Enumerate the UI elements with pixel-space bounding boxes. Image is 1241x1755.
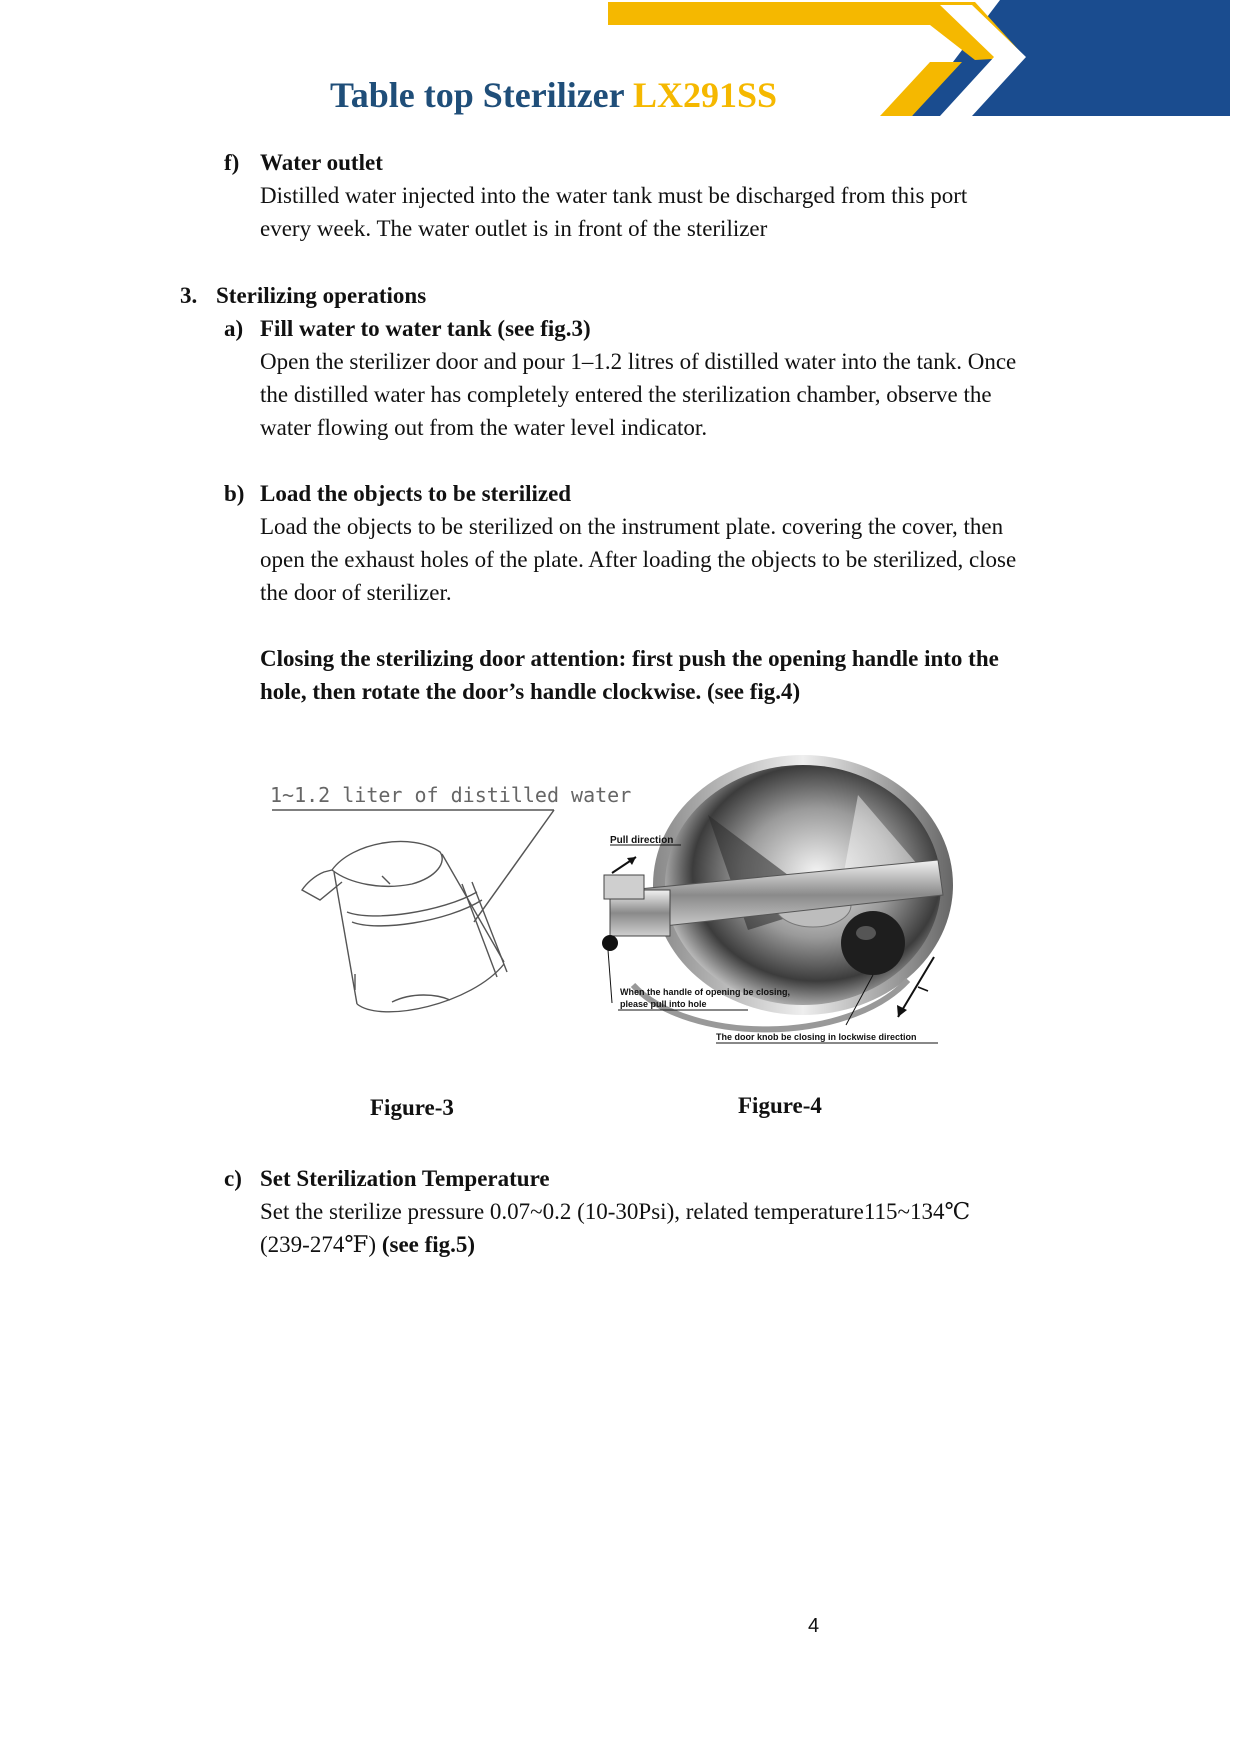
document-title (330, 74, 777, 116)
section-c-line-2-text: (239-274℉) (260, 1232, 382, 1257)
title-main: Table top Sterilizer (330, 75, 633, 115)
figure-3-caption: Figure-3 (370, 1095, 454, 1120)
section-b-title: Load the objects to be sterilized (260, 481, 572, 506)
section-a-line-3: water flowing out from the water level indicator. (260, 415, 708, 440)
section-c-marker: c) (224, 1166, 242, 1191)
section-3-marker: 3. (180, 283, 198, 308)
section-a-line-1: Open the sterilizer door and pour 1–1.2 litres of distilled water into the tank. Once (260, 349, 1017, 374)
section-3-title: Sterilizing operations (216, 283, 427, 308)
figure-4-door-photo (598, 755, 948, 1050)
section-f-marker: f) (224, 150, 240, 175)
pull-direction-arrow-icon (612, 857, 636, 873)
section-b-heading (224, 477, 571, 510)
section-f-title: Water outlet (260, 150, 383, 175)
door-closing-note-line-1: Closing the sterilizing door attention: first push the opening handle into the (260, 646, 999, 671)
pull-direction-label: Pull direction (610, 835, 674, 846)
section-a-title: Fill water to water tank (see fig.3) (260, 316, 591, 341)
opening-handle-icon (602, 935, 618, 951)
page-number: 4 (808, 1615, 820, 1637)
section-a-heading (224, 312, 591, 345)
section-b-line-2: open the exhaust holes of the plate. After loading the objects to be sterilized, close (260, 547, 1017, 572)
section-c-line-2 (260, 1228, 475, 1261)
section-a-marker: a) (224, 316, 244, 341)
section-f-heading (224, 146, 383, 179)
title-model: LX291SS (632, 75, 778, 115)
section-b-marker: b) (224, 481, 245, 506)
figure-3-label: 1~1.2 liter of distilled water (270, 783, 632, 807)
door-knob-icon (841, 911, 905, 975)
handle-closing-label-line-1: When the handle of opening be closing, (620, 987, 790, 997)
section-a-line-2: the distilled water has completely entered the sterilization chamber, observe the (260, 382, 992, 407)
door-closing-note-line-2: hole, then rotate the door’s handle clockwise. (see fig.4) (260, 679, 801, 704)
section-c-title: Set Sterilization Temperature (260, 1166, 550, 1191)
figure-4-caption: Figure-4 (738, 1093, 822, 1118)
beaker-icon (302, 842, 507, 1012)
section-c-heading (224, 1162, 550, 1195)
section-b-line-1: Load the objects to be sterilized on the instrument plate. covering the cover, then (260, 514, 1004, 539)
section-c-line-1: Set the sterilize pressure 0.07~0.2 (10-30Psi), related temperature115~134℃ (260, 1199, 971, 1224)
section-f-line-2: every week. The water outlet is in front of the sterilizer (260, 216, 768, 241)
figure-3-beaker-drawing (262, 772, 632, 1052)
section-b-line-3: the door of sterilizer. (260, 580, 452, 605)
section-f-line-1: Distilled water injected into the water tank must be discharged from this port (260, 183, 968, 208)
handle-closing-label-line-2: please pull into hole (620, 999, 707, 1009)
see-fig-5-reference: (see fig.5) (381, 1232, 476, 1257)
door-knob-label: The door knob be closing in lockwise direction (716, 1032, 917, 1042)
section-3-heading (180, 279, 426, 312)
